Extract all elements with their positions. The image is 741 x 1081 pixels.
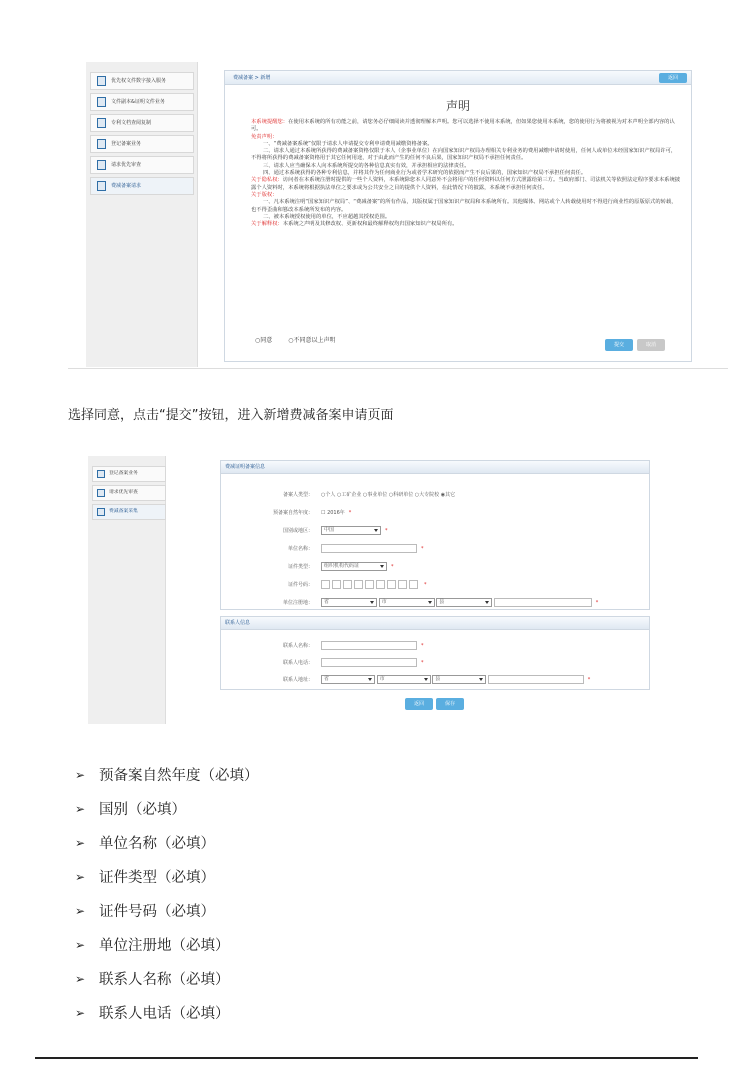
year-checkbox[interactable]: ☐ 2016年 <box>321 510 345 516</box>
back-button[interactable]: 返回 <box>659 73 687 83</box>
form-screenshot <box>88 456 653 724</box>
document-icon <box>97 508 105 516</box>
sidebar <box>86 62 198 367</box>
footer-rule <box>35 1057 698 1059</box>
document-icon <box>97 76 106 86</box>
disagree-radio[interactable]: ○不同意以上声明 <box>288 337 336 344</box>
panel-title: 联系人信息 <box>221 617 649 630</box>
arrow-bullet-icon: ➢ <box>75 836 86 850</box>
address-input[interactable] <box>494 598 592 607</box>
contact-province-select[interactable]: 省 <box>321 675 375 684</box>
back-button[interactable]: 返回 <box>405 698 433 710</box>
sidebar-item-doc-copy[interactable]: 文件副本&证明文件业务 <box>90 93 194 111</box>
agreement-radio-group <box>255 335 335 344</box>
cert-number-row: 证件号码： * <box>287 582 427 588</box>
cancel-button[interactable]: 取消 <box>637 339 665 351</box>
book-icon <box>97 118 106 128</box>
fee-info-panel <box>220 460 650 610</box>
sidebar-item-registration[interactable]: 登记备案业务 <box>92 466 166 482</box>
year-row: 预备案自然年度： ☐ 2016年 * <box>272 510 352 516</box>
contact-name-input[interactable] <box>321 641 417 650</box>
arrow-bullet-icon: ➢ <box>75 768 86 782</box>
sidebar-item-priority-exam[interactable]: 请求优先审查 <box>92 485 166 501</box>
declaration-screenshot <box>86 62 698 367</box>
county-select[interactable]: 县 <box>436 598 492 607</box>
applicant-type-row: 备案人类型： ○个人 ○工矿企业 ○事业单位 ○科研单位 ○大专院校 ◉其它 <box>282 492 456 498</box>
arrow-bullet-icon: ➢ <box>75 802 86 816</box>
document-icon <box>97 97 106 107</box>
sidebar-item-registration[interactable]: 登记备案业务 <box>90 135 194 153</box>
arrow-bullet-icon: ➢ <box>75 938 86 952</box>
contact-name-row: 联系人名称： * <box>282 643 424 649</box>
reg-place-row: 单位注册地： 省 市 县 * <box>282 599 599 606</box>
declaration-panel <box>224 70 692 362</box>
unit-name-input[interactable] <box>321 544 417 553</box>
contact-panel <box>220 616 650 690</box>
arrow-bullet-icon: ➢ <box>75 972 86 986</box>
save-button[interactable]: 保存 <box>436 698 464 710</box>
sidebar-item-patent-docs[interactable]: 专利文档查阅复制 <box>90 114 194 132</box>
instruction-caption: 选择同意，点击“提交”按钮，进入新增费减备案申请页面 <box>68 408 394 423</box>
cert-type-select[interactable]: 组织机构代码证 <box>321 562 387 571</box>
cert-type-row: 证件类型： 组织机构代码证 * <box>287 563 394 570</box>
divider <box>68 368 728 369</box>
province-select[interactable]: 省 <box>321 598 377 607</box>
sidebar-item-priority-exam[interactable]: 请求优先审查 <box>90 156 194 174</box>
document-icon <box>97 160 106 170</box>
contact-city-select[interactable]: 市 <box>377 675 431 684</box>
arrow-bullet-icon: ➢ <box>75 1006 86 1020</box>
document-icon <box>97 489 105 497</box>
applicant-type-radios[interactable]: ○个人 ○工矿企业 ○事业单位 ○科研单位 ○大专院校 ◉其它 <box>321 492 456 498</box>
declaration-text: 本系统提醒您：在使用本系统的所有功能之前，请您务必仔细阅读并透彻理解本声明。您可以选择不使用本系统，但如果您使用本系统，您的使用行为将被视为对本声明全部内容的认可。 免责声明： 一、“费减备案系统”仅限于请求人申请提交专利申请费用减缴资格备案。 二、请求人通过本系统所获得的费减备案资格仅限于本人（企事业单位）在向国家知识产权局办理相关专利业务的费用减缴申请时使用，任何人或单位未经国家知识产权局许可，不得将所获得的费减备案资格用于其它任何用途，对于由此而产生的任何不良后果，国家知识产权局不承担任何责任。 三、请求人应当确保本人向本系统所提交的各种信息真实有效，并承担相应的法律责任。 四、通过本系统获得的各种专利信息，并将其作为任何商业行为或者学术研究的依据而产生不良后果的，国家知识产权局不承担任何责任。 关于隐私权：访问者在本系统注册时提供的一些个人资料，本系统除您本人同意外不会将用户的任何资料以任何方式泄露给第三方。当政府部门、司法机关等依照法定程序要求本系统披露个人资料时，本系统将根据执法单位之要求或为公共安全之目的提供个人资料，在此情况下的披露，本系统不承担任何责任。 关于版权： 一、凡本系统注明“国家知识产权局”、“费减备案”的所有作品，其版权属于国家知识产权局和本系统所有。其他媒体、网站或个人转载使用时不得进行商业性的原版原式的转载，也不得歪曲和篡改本系统所发布的内容。 二、被本系统授权使用的单位，不应超越其授权范围。 关于解释权：本系统之声明及其修改权、更新权和最终解释权均归国家知识产权局所有。 <box>251 119 681 228</box>
country-select[interactable]: 中国 <box>321 526 381 535</box>
city-select[interactable]: 市 <box>379 598 435 607</box>
page-title: 声明 <box>445 99 470 113</box>
unit-name-row: 单位名称： * <box>287 546 424 552</box>
contact-county-select[interactable]: 县 <box>432 675 486 684</box>
sidebar-item-fee-collection[interactable]: 费减备案采集 <box>92 504 166 520</box>
agree-radio[interactable]: ○同意 <box>255 337 273 344</box>
arrow-bullet-icon: ➢ <box>75 904 86 918</box>
contact-address-row: 联系人地址： 省 市 县 * <box>282 676 591 683</box>
document-icon <box>97 470 105 478</box>
breadcrumb: 费减备案 > 新增 <box>225 71 691 85</box>
sidebar <box>88 456 166 724</box>
contact-phone-input[interactable] <box>321 658 417 667</box>
document-icon <box>97 139 106 149</box>
document-icon <box>97 181 106 191</box>
contact-phone-row: 联系人电话： * <box>282 660 424 666</box>
cert-number-input[interactable]: * <box>321 580 427 590</box>
arrow-bullet-icon: ➢ <box>75 870 86 884</box>
sidebar-item-fee-reduction[interactable]: 费减备案请求 <box>90 177 194 195</box>
country-row: 国别或地区： 中国 * <box>282 527 388 534</box>
sidebar-item-priority-doc[interactable]: 优先权文件数字接入服务 <box>90 72 194 90</box>
submit-button[interactable]: 提交 <box>605 339 633 351</box>
contact-address-input[interactable] <box>488 675 584 684</box>
panel-title: 费减证明备案信息 <box>221 461 649 474</box>
